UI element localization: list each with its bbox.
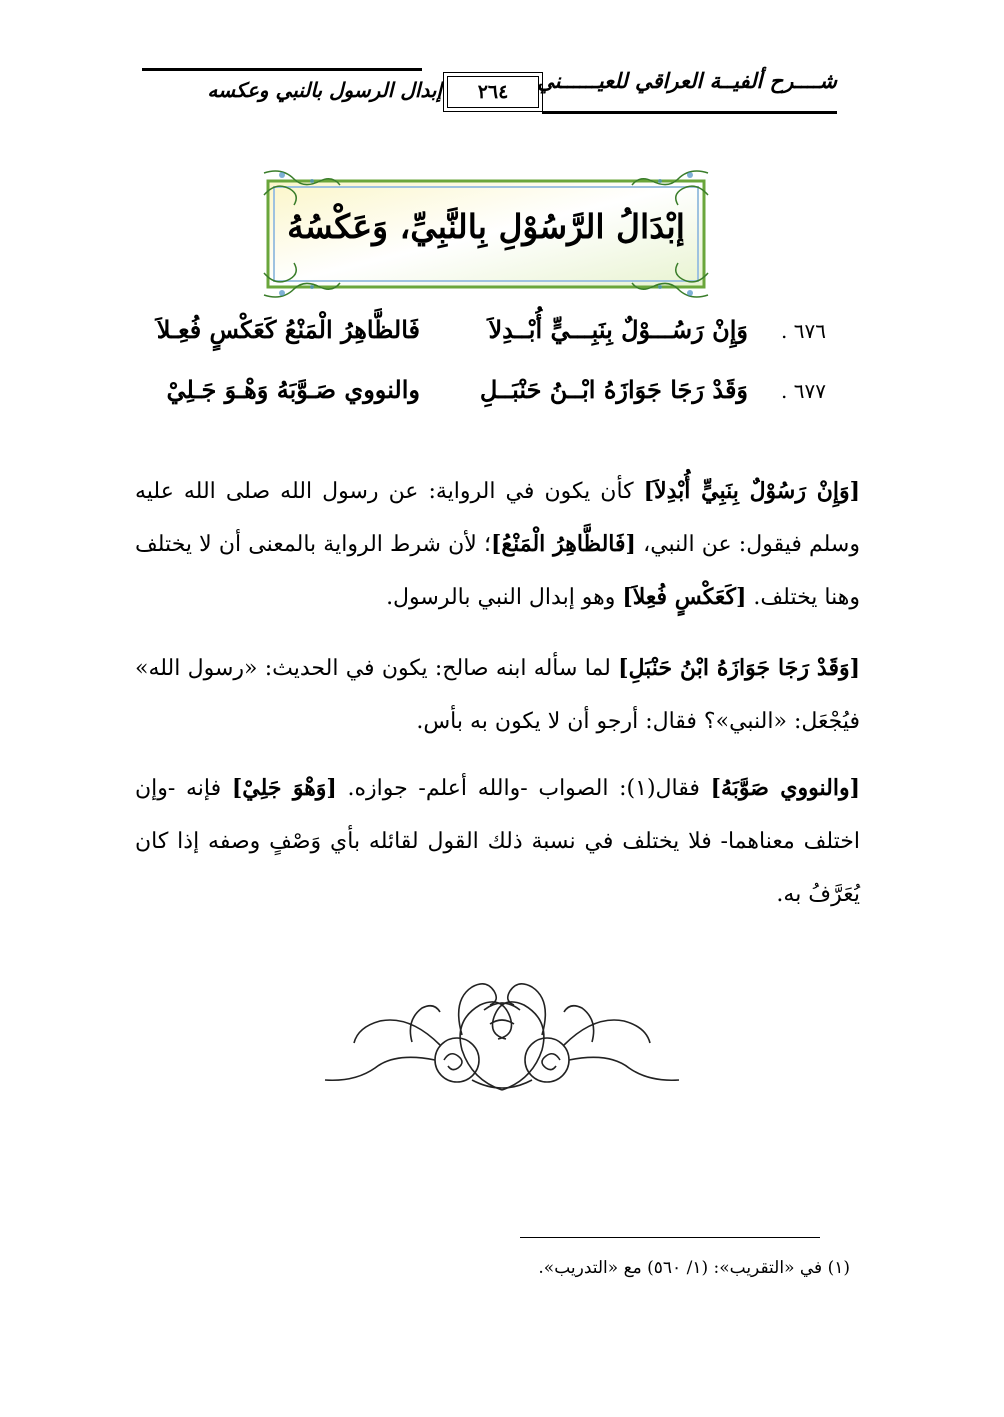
page-number: ٢٦٤ xyxy=(447,76,539,108)
end-ornament-icon xyxy=(312,980,692,1105)
verse-number: ٦٧٧ . xyxy=(781,379,826,403)
verse-quote: [وَقَدْ رَجَا جَوَازَهُ ابْنُ حَنْبَلِ] xyxy=(618,655,860,681)
verse-first-hemistich: وَإِنْ رَسُـــوْلٌ بِنَبِـــيٍّ أُبْــدِلاَ xyxy=(488,315,748,344)
footnote: (١) في «التقريب»: (١/ ٥٦٠) مع «التدريب». xyxy=(538,1258,850,1278)
commentary-text: وهو إبدال النبي بالرسول. xyxy=(386,585,623,610)
verse-second-hemistich: فَالظَّاهِرُ الْمَنْعُ كَعَكْسٍ فُعِـلاَ xyxy=(156,315,420,344)
verse-quote: [وَإِنْ رَسُوْلٌ بِنَبِيٍّ أُبْدِلاَ] xyxy=(643,478,860,504)
commentary-text: ؛ لأن شرط الرواية بالمعنى أن لا يختلف وهنا يختلف. xyxy=(135,532,860,610)
verse-quote: [كَعَكْسٍ فُعِلاَ] xyxy=(622,584,747,610)
verse-quote: [وَهْوَ جَلِيْ] xyxy=(231,775,337,801)
header-rule xyxy=(542,111,837,114)
book-title: شــــرح ألفيــة العراقي للعيــــــني xyxy=(537,68,837,93)
verse-second-hemistich: والنووي صَـوَّبَهُ وَهْـوَ جَـلِيْ xyxy=(166,375,420,404)
running-header xyxy=(142,68,837,114)
footnote-separator xyxy=(520,1237,820,1238)
header-rule xyxy=(142,68,422,71)
commentary-text: كأن يكون في الرواية: عن رسول الله صلى الله عليه وسلم فيقول: عن النبي، xyxy=(135,479,860,557)
section-title-frame xyxy=(262,167,710,301)
verse-line xyxy=(140,315,840,355)
commentary-paragraph xyxy=(135,762,860,921)
commentary-text: فإنه -وإن اختلف معناهما- فلا يختلف في نسبة ذلك القول لقائله بأي وَصْفٍ وصفه إذا كان يُعَرَّفُ به. xyxy=(135,776,860,907)
verse-first-hemistich: وَقَدْ رَجَا جَوَازَهُ ابْــنُ حَنْبَــلِ xyxy=(479,375,748,404)
verse-quote: [فَالظَّاهِرُ الْمَنْعُ] xyxy=(491,531,636,557)
commentary-paragraph xyxy=(135,642,860,748)
verse-number: ٦٧٦ . xyxy=(781,319,826,343)
verse-line xyxy=(140,375,840,415)
commentary-text: لما سأله ابنه صالح: يكون في الحديث: «رسول الله» فيُجْعَل: «النبي»؟ فقال: أرجو أن لا يكون به بأس. xyxy=(135,656,860,734)
commentary-text: فقال(١): الصواب -والله أعلم- جوازه. xyxy=(336,776,711,801)
verse-quote: [والنووي صَوَّبَهُ] xyxy=(710,775,860,801)
commentary-paragraph xyxy=(135,465,860,624)
chapter-title: إبدال الرسول بالنبي وعكسه xyxy=(207,78,442,102)
section-title: إبْدَالُ الرَّسُوْلِ بِالنَّبِيِّ، وَعَكْسُهُ xyxy=(287,207,685,246)
